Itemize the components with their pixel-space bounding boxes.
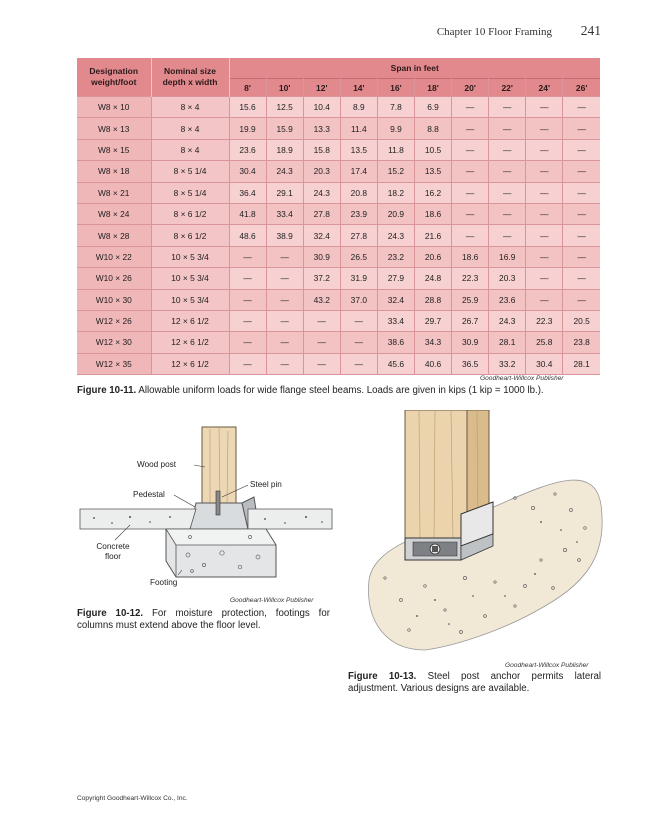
load-value-cell: 28.1 [563,353,600,374]
load-value-cell: — [563,161,600,182]
load-value-cell: — [340,332,377,353]
designation-cell: W8 × 15 [77,139,151,160]
load-value-cell: 7.8 [377,97,414,118]
header-designation: Designation weight/foot [77,58,151,97]
designation-cell: W12 × 30 [77,332,151,353]
load-value-cell: — [229,310,266,331]
load-table [77,58,600,375]
designation-cell: W8 × 28 [77,225,151,246]
chapter-title: Chapter 10 Floor Framing [436,26,552,38]
header-nominal-size: Nominal size depth x width [151,58,229,97]
load-value-cell: 18.2 [377,182,414,203]
load-value-cell: — [489,118,526,139]
span-header-cell: 24' [526,79,563,97]
load-value-cell: — [452,97,489,118]
load-value-cell: 30.4 [229,161,266,182]
load-value-cell: 33.4 [266,203,303,224]
load-value-cell: 30.4 [526,353,563,374]
nominal-size-cell: 8 × 4 [151,139,229,160]
load-value-cell: — [266,268,303,289]
span-header-cell: 22' [489,79,526,97]
load-value-cell: 45.6 [377,353,414,374]
load-value-cell: — [229,353,266,374]
load-value-cell: 19.9 [229,118,266,139]
nominal-size-cell: 8 × 5 1/4 [151,182,229,203]
load-value-cell: 33.2 [489,353,526,374]
load-value-cell: — [563,268,600,289]
load-value-cell: 37.0 [340,289,377,310]
load-value-cell: 24.3 [377,225,414,246]
caption-text: Steel post anchor permits lateral adjustment. Various designs are available. [348,671,601,694]
load-value-cell: — [526,139,563,160]
load-value-cell: 23.8 [563,332,600,353]
table-row [77,268,600,289]
designation-cell: W10 × 30 [77,289,151,310]
copyright: Copyright Goodheart-Willcox Co., Inc. [77,795,188,802]
table-row [77,246,600,267]
load-value-cell: — [452,203,489,224]
load-value-cell: 6.9 [414,97,451,118]
load-value-cell: 38.6 [377,332,414,353]
load-value-cell: 34.3 [414,332,451,353]
load-value-cell: 24.3 [489,310,526,331]
load-value-cell: — [526,97,563,118]
load-value-cell: 23.6 [489,289,526,310]
load-value-cell: — [266,353,303,374]
designation-cell: W12 × 26 [77,310,151,331]
load-value-cell: 37.2 [303,268,340,289]
load-value-cell: — [266,246,303,267]
load-value-cell: 43.2 [303,289,340,310]
load-value-cell: 17.4 [340,161,377,182]
load-value-cell: 40.6 [414,353,451,374]
load-value-cell: — [229,332,266,353]
label-steel-pin: Steel pin [250,480,282,489]
table-row [77,139,600,160]
load-value-cell: — [526,161,563,182]
label-footing: Footing [150,578,178,587]
load-value-cell: — [526,289,563,310]
post-anchor-illustration [365,410,605,655]
load-value-cell: 16.2 [414,182,451,203]
designation-cell: W8 × 18 [77,161,151,182]
load-table-wrapper [77,58,600,375]
load-value-cell: — [266,310,303,331]
load-value-cell: 28.8 [414,289,451,310]
load-value-cell: — [563,118,600,139]
load-value-cell: 20.9 [377,203,414,224]
load-value-cell: 20.3 [303,161,340,182]
load-value-cell: 15.9 [266,118,303,139]
span-header-cell: 8' [229,79,266,97]
load-value-cell: 13.5 [414,161,451,182]
label-concrete-floor: Concrete floor [96,542,130,561]
load-value-cell: 11.8 [377,139,414,160]
load-value-cell: — [563,139,600,160]
nominal-size-cell: 10 × 5 3/4 [151,268,229,289]
table-body [77,97,600,375]
load-value-cell: — [303,353,340,374]
table-row [77,225,600,246]
label-pedestal: Pedestal [133,490,165,499]
designation-cell: W8 × 21 [77,182,151,203]
load-value-cell: 10.4 [303,97,340,118]
load-value-cell: 30.9 [303,246,340,267]
span-header-cell: 20' [452,79,489,97]
load-value-cell: 16.9 [489,246,526,267]
load-value-cell: 20.3 [489,268,526,289]
load-value-cell: — [340,353,377,374]
load-value-cell: 25.9 [452,289,489,310]
table-row [77,353,600,374]
figure-caption [77,385,617,397]
load-value-cell: 15.8 [303,139,340,160]
table-row [77,97,600,118]
load-value-cell: — [452,161,489,182]
load-value-cell: 18.9 [266,139,303,160]
load-value-cell: — [340,310,377,331]
load-value-cell: — [526,118,563,139]
nominal-size-cell: 10 × 5 3/4 [151,246,229,267]
load-value-cell: 31.9 [340,268,377,289]
figure-caption [77,608,330,632]
load-value-cell: — [229,268,266,289]
load-value-cell: 38.9 [266,225,303,246]
designation-cell: W8 × 13 [77,118,151,139]
load-value-cell: 12.5 [266,97,303,118]
load-value-cell: 15.2 [377,161,414,182]
load-value-cell: 26.5 [340,246,377,267]
load-value-cell: — [452,182,489,203]
load-value-cell: 18.6 [414,203,451,224]
load-value-cell: 25.8 [526,332,563,353]
table-row [77,161,600,182]
load-value-cell: — [563,182,600,203]
load-value-cell: — [489,97,526,118]
nominal-size-cell: 8 × 6 1/2 [151,225,229,246]
load-value-cell: — [452,225,489,246]
load-value-cell: — [452,139,489,160]
load-value-cell: — [489,203,526,224]
nominal-size-cell: 8 × 6 1/2 [151,203,229,224]
load-value-cell: 28.1 [489,332,526,353]
page-number: 241 [580,23,601,38]
load-value-cell: 11.4 [340,118,377,139]
load-value-cell: 24.8 [414,268,451,289]
label-wood-post: Wood post [137,460,176,469]
load-value-cell: 32.4 [303,225,340,246]
nominal-size-cell: 12 × 6 1/2 [151,332,229,353]
caption-text: For moisture protection, footings for columns must extend above the floor level. [77,608,330,631]
load-value-cell: 20.8 [340,182,377,203]
load-value-cell: — [563,246,600,267]
load-value-cell: — [452,118,489,139]
load-value-cell: 20.5 [563,310,600,331]
load-value-cell: 24.3 [303,182,340,203]
load-value-cell: 27.9 [377,268,414,289]
load-value-cell: — [526,268,563,289]
load-value-cell: 33.4 [377,310,414,331]
concrete-floor [80,509,196,529]
load-value-cell: — [266,332,303,353]
table-row [77,203,600,224]
load-value-cell: 41.8 [229,203,266,224]
nominal-size-cell: 8 × 4 [151,97,229,118]
load-value-cell: — [489,161,526,182]
figure-caption [348,671,601,695]
load-value-cell: — [303,332,340,353]
figure-number: Figure 10-12. [77,608,144,619]
wood-post [405,410,467,540]
figure-credit: Goodheart-Willcox Publisher [480,375,564,382]
nominal-size-cell: 12 × 6 1/2 [151,353,229,374]
load-value-cell: 9.9 [377,118,414,139]
load-value-cell: 15.6 [229,97,266,118]
load-value-cell: 36.4 [229,182,266,203]
nominal-size-cell: 8 × 4 [151,118,229,139]
figure-credit: Goodheart-Willcox Publisher [230,597,314,604]
load-value-cell: 13.3 [303,118,340,139]
load-value-cell: 18.6 [452,246,489,267]
load-value-cell: 23.6 [229,139,266,160]
load-value-cell: 23.9 [340,203,377,224]
load-value-cell: 48.6 [229,225,266,246]
load-value-cell: 30.9 [452,332,489,353]
caption-text: Allowable uniform loads for wide flange steel beams. Loads are given in kips (1 kip = 1000 lb.). [138,385,544,396]
load-value-cell: — [489,139,526,160]
designation-cell: W12 × 35 [77,353,151,374]
load-value-cell: 24.3 [266,161,303,182]
running-head [437,23,601,39]
steel-pin [216,491,220,515]
load-value-cell: 29.1 [266,182,303,203]
load-value-cell: 13.5 [340,139,377,160]
designation-cell: W8 × 24 [77,203,151,224]
load-value-cell: — [526,246,563,267]
load-value-cell: 27.8 [340,225,377,246]
span-header-cell: 12' [303,79,340,97]
load-value-cell: — [229,246,266,267]
load-value-cell: 29.7 [414,310,451,331]
load-value-cell: — [526,225,563,246]
nominal-size-cell: 8 × 5 1/4 [151,161,229,182]
load-value-cell: 23.2 [377,246,414,267]
load-value-cell: 20.6 [414,246,451,267]
designation-cell: W10 × 22 [77,246,151,267]
span-header-cell: 26' [563,79,600,97]
load-value-cell: — [229,289,266,310]
load-value-cell: — [563,97,600,118]
load-value-cell: 22.3 [452,268,489,289]
table-row [77,182,600,203]
table-row [77,310,600,331]
load-value-cell: 8.9 [340,97,377,118]
table-row [77,118,600,139]
load-value-cell: — [526,182,563,203]
footing-illustration [70,425,340,597]
designation-cell: W8 × 10 [77,97,151,118]
span-header-cell: 18' [414,79,451,97]
load-value-cell: 36.5 [452,353,489,374]
header-span: Span in feet [229,58,600,79]
table-row [77,332,600,353]
table-row [77,289,600,310]
load-value-cell: — [563,225,600,246]
load-value-cell: — [526,203,563,224]
designation-cell: W10 × 26 [77,268,151,289]
figure-number: Figure 10-13. [348,671,417,682]
nominal-size-cell: 10 × 5 3/4 [151,289,229,310]
load-value-cell: — [489,182,526,203]
load-value-cell: 21.6 [414,225,451,246]
load-value-cell: — [563,203,600,224]
load-value-cell: 8.8 [414,118,451,139]
figure-credit: Goodheart-Willcox Publisher [505,662,589,669]
figure-number: Figure 10-11. [77,385,137,396]
load-value-cell: — [563,289,600,310]
span-header-cell: 10' [266,79,303,97]
load-value-cell: 22.3 [526,310,563,331]
load-value-cell: 26.7 [452,310,489,331]
load-value-cell: — [489,225,526,246]
span-header-cell: 14' [340,79,377,97]
load-value-cell: — [303,310,340,331]
load-value-cell: — [266,289,303,310]
nominal-size-cell: 12 × 6 1/2 [151,310,229,331]
span-header-cell: 16' [377,79,414,97]
load-value-cell: 27.8 [303,203,340,224]
load-value-cell: 32.4 [377,289,414,310]
load-value-cell: 10.5 [414,139,451,160]
